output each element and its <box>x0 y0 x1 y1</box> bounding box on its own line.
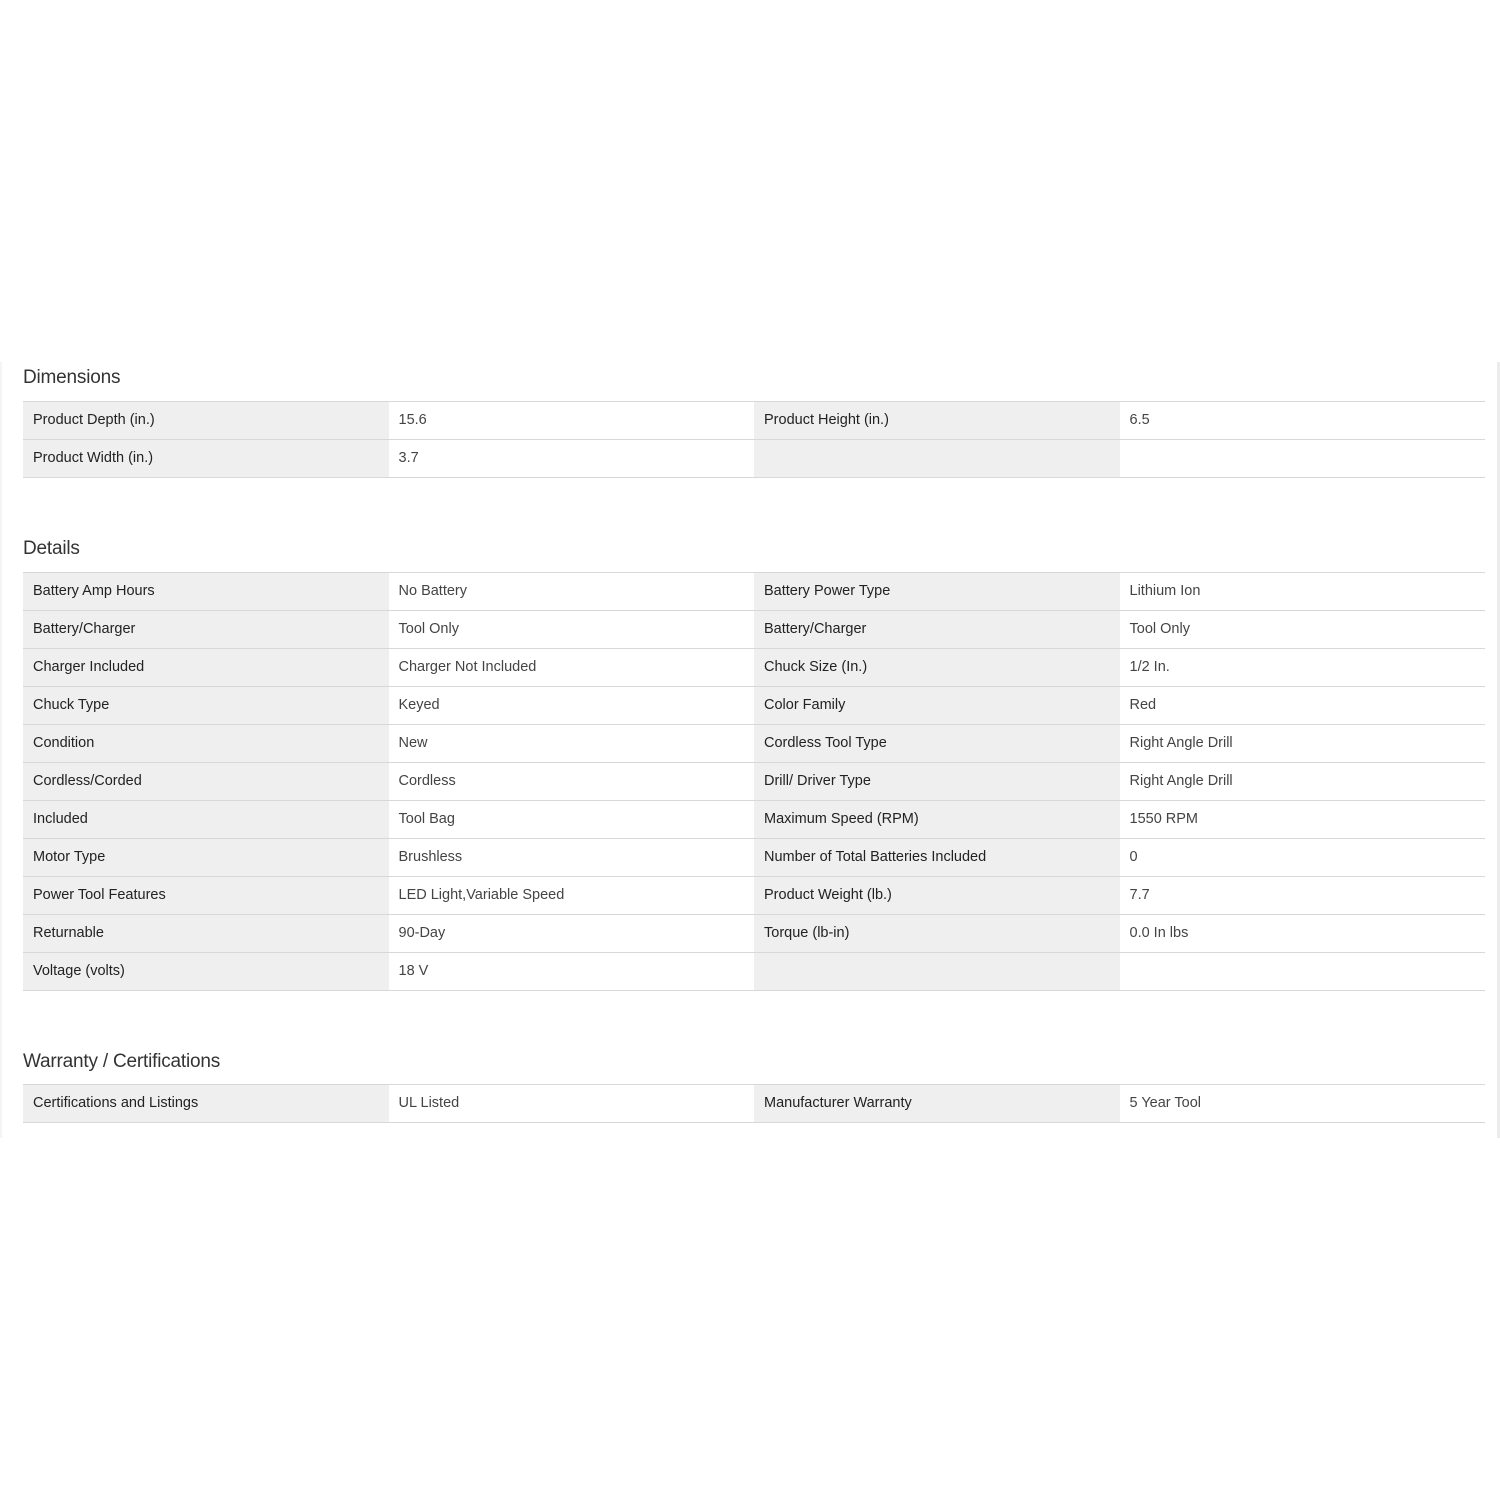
spec-label: Drill/ Driver Type <box>754 763 1120 800</box>
table-row <box>23 687 1485 725</box>
spec-value: Red <box>1120 687 1486 724</box>
spec-value: Keyed <box>389 687 755 724</box>
spec-value: 7.7 <box>1120 877 1486 914</box>
spec-label: Charger Included <box>23 649 389 686</box>
table-row <box>23 915 1485 953</box>
spec-value: No Battery <box>389 573 755 610</box>
spec-label: Number of Total Batteries Included <box>754 839 1120 876</box>
spec-table <box>23 572 1485 991</box>
spec-value: Cordless <box>389 763 755 800</box>
table-row <box>23 649 1485 687</box>
section-title: Details <box>23 538 80 559</box>
spec-value: 15.6 <box>389 402 755 439</box>
spec-value: 90-Day <box>389 915 755 952</box>
spec-label: Included <box>23 801 389 838</box>
spec-value: 18 V <box>389 953 755 990</box>
table-row <box>23 440 1485 478</box>
spec-label: Power Tool Features <box>23 877 389 914</box>
spec-value: Tool Only <box>1120 611 1486 648</box>
section-title: Warranty / Certifications <box>23 1051 221 1072</box>
section-title: Dimensions <box>23 367 121 388</box>
spec-label: Cordless Tool Type <box>754 725 1120 762</box>
spec-value: Lithium Ion <box>1120 573 1486 610</box>
spec-label: Voltage (volts) <box>23 953 389 990</box>
table-row <box>23 402 1485 440</box>
spec-value: LED Light,Variable Speed <box>389 877 755 914</box>
spec-label: Product Width (in.) <box>23 440 389 477</box>
spec-value: New <box>389 725 755 762</box>
spec-label: Motor Type <box>23 839 389 876</box>
spec-value <box>1120 440 1486 477</box>
spec-value: 6.5 <box>1120 402 1486 439</box>
spec-label: Returnable <box>23 915 389 952</box>
spec-value: 5 Year Tool <box>1120 1085 1486 1122</box>
spec-label <box>754 953 1120 990</box>
spec-value: 1/2 In. <box>1120 649 1486 686</box>
spec-table <box>23 401 1485 478</box>
spec-label: Battery/Charger <box>23 611 389 648</box>
table-row <box>23 877 1485 915</box>
spec-value: Brushless <box>389 839 755 876</box>
spec-value: Right Angle Drill <box>1120 763 1486 800</box>
table-row <box>23 725 1485 763</box>
spec-label: Color Family <box>754 687 1120 724</box>
table-row <box>23 763 1485 801</box>
table-row <box>23 1085 1485 1123</box>
spec-value: 0.0 In lbs <box>1120 915 1486 952</box>
spec-label: Manufacturer Warranty <box>754 1085 1120 1122</box>
table-row <box>23 573 1485 611</box>
table-row <box>23 839 1485 877</box>
spec-label: Product Height (in.) <box>754 402 1120 439</box>
spec-value: 1550 RPM <box>1120 801 1486 838</box>
spec-label: Battery/Charger <box>754 611 1120 648</box>
spec-label: Chuck Size (In.) <box>754 649 1120 686</box>
section-dimensions <box>23 365 1485 466</box>
section-warranty-certifications <box>23 1049 1485 1111</box>
spec-label: Battery Amp Hours <box>23 573 389 610</box>
spec-label: Cordless/Corded <box>23 763 389 800</box>
spec-label <box>754 440 1120 477</box>
spec-value <box>1120 953 1486 990</box>
table-row <box>23 953 1485 991</box>
spec-label: Chuck Type <box>23 687 389 724</box>
spec-value: 0 <box>1120 839 1486 876</box>
spec-value: Tool Bag <box>389 801 755 838</box>
spec-label: Certifications and Listings <box>23 1085 389 1122</box>
spec-value: Tool Only <box>389 611 755 648</box>
table-row <box>23 611 1485 649</box>
spec-value: Right Angle Drill <box>1120 725 1486 762</box>
section-details <box>23 536 1485 979</box>
spec-label: Maximum Speed (RPM) <box>754 801 1120 838</box>
spec-value: UL Listed <box>389 1085 755 1122</box>
spec-label: Condition <box>23 725 389 762</box>
spec-label: Torque (lb-in) <box>754 915 1120 952</box>
specifications-panel <box>0 362 1500 1138</box>
spec-value: 3.7 <box>389 440 755 477</box>
spec-table <box>23 1084 1485 1123</box>
spec-label: Product Depth (in.) <box>23 402 389 439</box>
spec-label: Product Weight (lb.) <box>754 877 1120 914</box>
table-row <box>23 801 1485 839</box>
spec-label: Battery Power Type <box>754 573 1120 610</box>
spec-value: Charger Not Included <box>389 649 755 686</box>
